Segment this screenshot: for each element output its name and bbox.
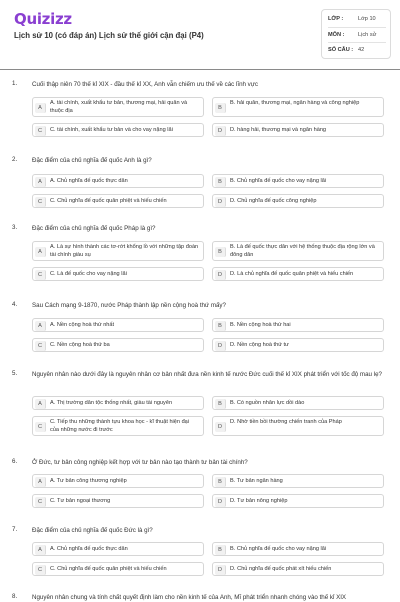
option-text: D. Chủ nghĩa đế quốc công nghiệp (230, 198, 317, 204)
option-text: A. Thị trường dân tộc thống nhất, giàu tài nguyên (50, 400, 173, 406)
option-text: C. Tiếp thu những thành tựu khoa học - kĩ thuật hiện đại của những nước đi trước (50, 419, 190, 433)
option-letter-badge: C (35, 497, 46, 507)
answer-option[interactable] (32, 267, 204, 281)
worksheet-title: Lịch sử 10 (có đáp án) Lịch sử thế giới cận đại (P4) (14, 31, 204, 40)
option-letter-badge: B (215, 321, 226, 331)
option-text: C. tài chính, xuất khẩu tư bản và cho vay nặng lãi (50, 127, 173, 133)
option-text: B. hải quân, thương mại, ngân hàng và công nghiệp (230, 100, 360, 106)
answer-option[interactable] (212, 494, 384, 508)
worksheet-header (0, 0, 400, 62)
option-letter-badge: A (35, 321, 46, 331)
option-letter-badge: C (35, 422, 46, 432)
option-text: B. Tư bản ngân hàng (230, 478, 283, 484)
answer-option[interactable] (32, 416, 204, 436)
question-number: 3. (12, 224, 18, 231)
question-number: 8. (12, 593, 18, 600)
option-letter-badge: D (215, 197, 226, 207)
option-letter-badge: B (215, 399, 226, 409)
question-number: 2. (12, 156, 18, 163)
meta-class (328, 12, 386, 27)
option-text: A. Là sự hình thành các tơ-rớt khổng lồ với những tập đoàn tài chính giàu sụ (50, 244, 199, 258)
option-text: B. Là đế quốc thực dân với hệ thống thuộc địa rộng lớn và đông dân (230, 244, 375, 258)
answer-option[interactable] (32, 318, 204, 332)
answer-option[interactable] (32, 396, 204, 410)
meta-count-value: 42 (358, 47, 365, 53)
option-text: B. Chủ nghĩa đế quốc cho vay nặng lãi (230, 546, 327, 552)
question-number: 7. (12, 526, 18, 533)
meta-count (328, 42, 386, 58)
answer-option[interactable] (212, 123, 384, 137)
answer-option[interactable] (212, 562, 384, 576)
option-letter-badge: D (215, 565, 226, 575)
option-text: A. Nền cộng hoà thứ nhất (50, 322, 115, 328)
option-letter-badge: A (35, 399, 46, 409)
option-letter-badge: C (35, 270, 46, 280)
answer-option[interactable] (32, 241, 204, 261)
option-letter-badge: C (35, 565, 46, 575)
answer-option[interactable] (32, 97, 204, 117)
answer-option[interactable] (32, 542, 204, 556)
option-text: D. Nhờ tiền bồi thường chiến tranh của Pháp (230, 419, 342, 425)
answer-option[interactable] (32, 123, 204, 137)
option-letter-badge: B (215, 247, 226, 257)
meta-class-label: LỚP : (328, 16, 344, 22)
option-letter-badge: D (215, 126, 226, 136)
answer-option[interactable] (32, 474, 204, 488)
option-text: C. Là đế quốc cho vay nặng lãi (50, 271, 127, 277)
option-text: A. tài chính, xuất khẩu tư bản, thương mại, hải quân và thuộc địa (50, 100, 188, 114)
answer-option[interactable] (212, 97, 384, 117)
option-letter-badge: A (35, 177, 46, 187)
answer-option[interactable] (32, 562, 204, 576)
option-text: B. Chủ nghĩa đế quốc cho vay nặng lãi (230, 178, 327, 184)
option-text: A. Chủ nghĩa đế quốc thực dân (50, 546, 128, 552)
question-text: Đặc điểm của chủ nghĩa đế quốc Pháp là gì? (32, 225, 156, 232)
meta-box (321, 9, 391, 59)
answer-option[interactable] (212, 194, 384, 208)
option-text: D. Nền cộng hoà thứ tư (230, 342, 289, 348)
answer-option[interactable] (212, 416, 384, 436)
option-text: D. Tư bản nông nghiệp (230, 498, 288, 504)
option-text: A. Tư bản công thương nghiệp (50, 478, 127, 484)
answer-option[interactable] (212, 267, 384, 281)
answer-option[interactable] (32, 174, 204, 188)
meta-subject (328, 27, 386, 43)
meta-subject-value: Lịch sử (358, 32, 377, 38)
answer-option[interactable] (32, 194, 204, 208)
option-letter-badge: D (215, 422, 226, 432)
question-text: Sau Cách mạng 9-1870, nước Pháp thành lập nền cộng hoà thứ mấy? (32, 302, 226, 309)
question-text: Đặc điểm của chủ nghĩa đế quốc Đức là gì? (32, 527, 153, 534)
option-letter-badge: C (35, 126, 46, 136)
meta-class-value: Lớp 10 (358, 16, 376, 22)
question-text: Đặc điểm của chủ nghĩa đế quốc Anh là gì? (32, 157, 152, 164)
answer-option[interactable] (32, 338, 204, 352)
option-letter-badge: D (215, 270, 226, 280)
question-text: Nguyên nhân nào dưới đây là nguyên nhân cơ bản nhất đưa nền kinh tế nước Đức cuối thế kỉ XIX phát triển với tốc độ mau lẹ? (32, 371, 382, 378)
option-text: D. hàng hải, thương mại và ngân hàng (230, 127, 327, 133)
question-number: 5. (12, 370, 18, 377)
answer-option[interactable] (212, 338, 384, 352)
answer-option[interactable] (212, 318, 384, 332)
question-number: 6. (12, 458, 18, 465)
question-number: 1. (12, 80, 18, 87)
option-text: D. Chủ nghĩa đế quốc phát xít hiếu chiến (230, 566, 332, 572)
option-text: B. Có nguồn nhân lực dồi dào (230, 400, 305, 406)
question-text: Nguyên nhân chung và tính chất quyết định làm cho nền kinh tế của Anh, Mĩ phát triển nhanh chóng vào thế kỉ XIX (32, 594, 347, 601)
option-text: B. Nền cộng hoà thứ hai (230, 322, 291, 328)
question-number: 4. (12, 301, 18, 308)
option-letter-badge: A (35, 247, 46, 257)
header-divider (0, 69, 400, 70)
meta-count-label: SỐ CÂU : (328, 47, 354, 53)
option-letter-badge: A (35, 103, 46, 113)
option-letter-badge: A (35, 545, 46, 555)
answer-option[interactable] (212, 474, 384, 488)
option-letter-badge: D (215, 497, 226, 507)
meta-subject-label: MÔN : (328, 32, 345, 38)
option-letter-badge: B (215, 477, 226, 487)
answer-option[interactable] (212, 241, 384, 261)
option-letter-badge: A (35, 477, 46, 487)
option-text: C. Nền cộng hoà thứ ba (50, 342, 110, 348)
option-letter-badge: B (215, 177, 226, 187)
option-text: C. Chủ nghĩa đế quốc quân phiệt và hiếu chiến (50, 566, 167, 572)
option-text: D. Là chủ nghĩa đế quốc quân phiệt và hiếu chiến (230, 271, 354, 277)
option-text: C. Tư bản ngoại thương (50, 498, 111, 504)
option-text: C. Chủ nghĩa đế quốc quân phiệt và hiếu chiến (50, 198, 167, 204)
option-letter-badge: C (35, 341, 46, 351)
question-text: Cuối thập niên 70 thế kỉ XIX - đầu thế kỉ XX, Anh vẫn chiếm ưu thế về các lĩnh vực (32, 81, 259, 88)
option-text: A. Chủ nghĩa đế quốc thực dân (50, 178, 128, 184)
question-text: Ở Đức, tư bản công nghiệp kết hợp với tư bản nào tạo thành tư bản tài chính? (32, 459, 248, 466)
option-letter-badge: B (215, 103, 226, 113)
option-letter-badge: C (35, 197, 46, 207)
option-letter-badge: D (215, 341, 226, 351)
answer-option[interactable] (212, 396, 384, 410)
answer-option[interactable] (212, 174, 384, 188)
option-letter-badge: B (215, 545, 226, 555)
answer-option[interactable] (32, 494, 204, 508)
quizizz-logo: Quizizz (14, 10, 72, 28)
answer-option[interactable] (212, 542, 384, 556)
